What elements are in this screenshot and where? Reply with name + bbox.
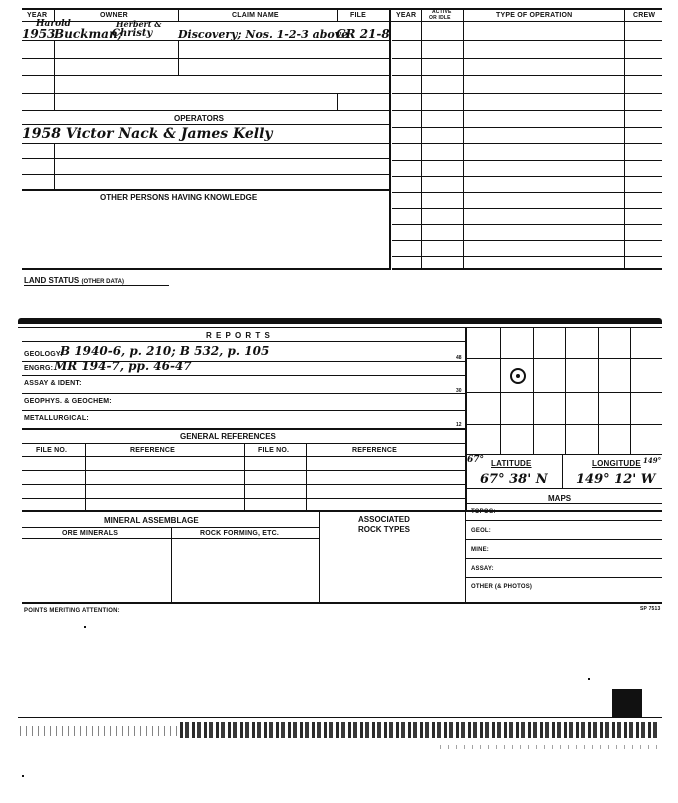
operators-label: OPERATORS bbox=[174, 114, 224, 123]
owner2-last-name: Christy bbox=[112, 28, 153, 39]
metallurgical-label: METALLURGICAL: bbox=[24, 415, 89, 422]
mineral-assemblage-title: MINERAL ASSEMBLAGE bbox=[104, 516, 199, 525]
engrg-label: ENGRG: bbox=[24, 365, 54, 372]
lat-prefix: 67° bbox=[467, 455, 485, 465]
geology-label: GEOLOGY: bbox=[24, 351, 63, 358]
ore-minerals-label: ORE MINERALS bbox=[62, 530, 119, 537]
owner-year: 1953 bbox=[22, 27, 56, 41]
latitude-value: 67° 38' N bbox=[480, 472, 548, 487]
points-meriting-label: POINTS MERITING ATTENTION: bbox=[24, 608, 120, 614]
location-marker-icon bbox=[510, 368, 526, 384]
header-file: FILE bbox=[350, 12, 366, 19]
gr-file-no-1: FILE NO. bbox=[36, 447, 68, 454]
rock-forming-label: ROCK FORMING, ETC. bbox=[200, 530, 280, 537]
header-crew: CREW bbox=[633, 12, 656, 19]
header-owner: OWNER bbox=[100, 12, 128, 19]
owner-last-name: Buckman; bbox=[54, 27, 123, 41]
owner-first-name: Harold bbox=[36, 19, 71, 29]
geology-value: B 1940-6, p. 210; B 532, p. 105 bbox=[60, 344, 270, 358]
form-number: SP 7513 bbox=[640, 606, 661, 612]
maps-geol: GEOL: bbox=[471, 528, 491, 534]
center-divider bbox=[389, 8, 391, 270]
land-status-label: LAND STATUS (OTHER DATA) bbox=[24, 276, 124, 285]
gr-reference-2: REFERENCE bbox=[352, 447, 397, 454]
longitude-label: LONGITUDE bbox=[592, 459, 641, 468]
engrg-value: MR 194-7, pp. 46-47 bbox=[54, 359, 192, 373]
registration-mark bbox=[612, 689, 642, 717]
geophys-label: GEOPHYS. & GEOCHEM: bbox=[24, 398, 112, 405]
other-persons-label: OTHER PERSONS HAVING KNOWLEDGE bbox=[100, 193, 258, 202]
bottom-border-left bbox=[22, 268, 390, 270]
top-border bbox=[22, 8, 662, 10]
header-year: YEAR bbox=[27, 12, 48, 19]
claim-name-entry: Discovery; Nos. 1-2-3 above bbox=[178, 28, 349, 41]
general-references-title: GENERAL REFERENCES bbox=[180, 432, 276, 441]
header-active: ACTIVE bbox=[432, 9, 452, 15]
maps-assay: ASSAY: bbox=[471, 566, 494, 572]
lon-suffix: 149° bbox=[643, 456, 662, 465]
owner2-first-name: Herbert & bbox=[116, 19, 162, 29]
file-entry: CR 21-8 bbox=[336, 27, 390, 41]
header-year-right: YEAR bbox=[396, 12, 417, 19]
reports-grid-divider bbox=[465, 327, 467, 511]
operators-entry: 1958 Victor Nack & James Kelly bbox=[22, 126, 273, 142]
gr-reference-1: REFERENCE bbox=[130, 447, 175, 454]
longitude-value: 149° 12' W bbox=[576, 472, 656, 487]
card-top-bar bbox=[18, 318, 662, 324]
rock-types-label: ROCK TYPES bbox=[358, 525, 411, 534]
maps-topog: TOPOG: bbox=[471, 509, 496, 515]
scan-noise-band bbox=[180, 722, 660, 738]
maps-title: MAPS bbox=[548, 494, 572, 503]
bottom-border-right bbox=[392, 268, 662, 270]
associated-label: ASSOCIATED bbox=[358, 515, 410, 524]
gr-file-no-2: FILE NO. bbox=[258, 447, 290, 454]
maps-mine: MINE: bbox=[471, 547, 489, 553]
assay-ident-label: ASSAY & IDENT: bbox=[24, 380, 82, 387]
reports-title: R E P O R T S bbox=[206, 331, 271, 340]
header-or-idle: OR IDLE bbox=[429, 15, 451, 21]
latitude-label: LATITUDE bbox=[491, 459, 532, 468]
header-type-of-operation: TYPE OF OPERATION bbox=[496, 12, 573, 19]
maps-other: OTHER (& PHOTOS) bbox=[471, 584, 533, 590]
header-claim-name: CLAIM NAME bbox=[232, 12, 279, 19]
